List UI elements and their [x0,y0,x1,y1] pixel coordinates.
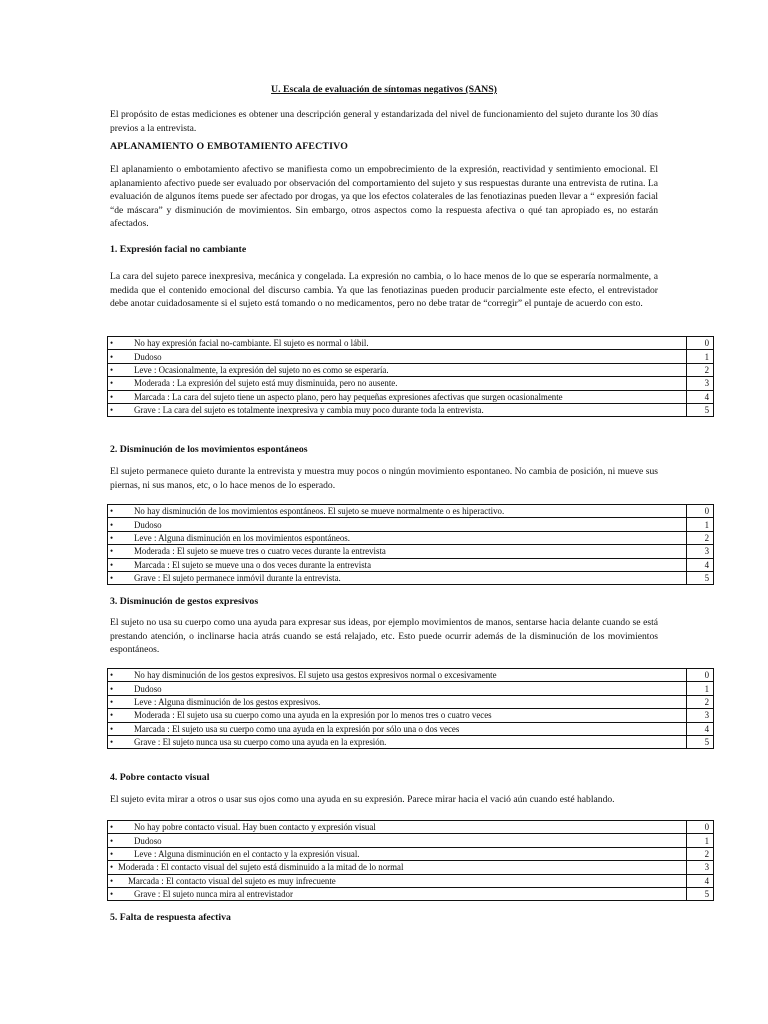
item-5-heading: 5. Falta de respuesta afectiva [110,912,231,923]
bullet: • [110,737,114,748]
bullet: • [110,696,114,707]
bullet: • [110,391,114,402]
item-3-heading: 3. Disminución de gestos expresivos [110,596,259,607]
row-text: Grave : El sujeto nunca usa su cuerpo como una ayuda en la expresión. [134,737,387,748]
item-3-description: El sujeto no usa su cuerpo como una ayuda para expresar sus ideas, por ejemplo movimientos de manos, sentarse hacia delante cuando se está prestando atención, o inclinarse hacia atrás cuando se está relajado, etc. Esto puede ocurrir además de la disminución de los movimientos espontáneos. [110,617,658,655]
bullet: • [110,405,114,416]
bullet: • [110,670,114,681]
row-score: 5 [687,735,714,748]
bullet: • [110,559,114,570]
table-row [108,847,714,860]
item-2-description: El sujeto permanece quieto durante la entrevista y muestra muy pocos o ningún movimiento espontaneo. No cambia de posición, ni mueve sus piernas, ni sus manos, etc, o lo hace menos de lo esperado. [110,466,658,491]
row-score: 3 [687,545,714,558]
row-score: 4 [687,558,714,571]
table-row [108,390,714,403]
intro-paragraph: El propósito de estas mediciones es obtener una descripción general y estandarizada del nivel de funcionamiento del sujeto durante los 30 días previos a la entrevista. [110,109,658,134]
bullet: • [110,532,114,543]
table-row [108,377,714,390]
row-score: 4 [687,722,714,735]
bullet: • [110,710,114,721]
row-text: No hay disminución de los movimientos espontáneos. El sujeto se mueve normalmente o es hiperactivo. [134,506,505,517]
row-text: Grave : El sujeto permanece inmóvil durante la entrevista. [134,573,341,584]
table-row [108,887,714,900]
row-score: 3 [687,709,714,722]
table-row [108,518,714,531]
table-row [108,531,714,544]
document-title: U. Escala de evaluación de síntomas negativos (SANS) [271,84,497,95]
bullet: • [110,546,114,557]
row-text: Leve : Alguna disminución de los gestos expresivos. [134,696,321,707]
item-1-heading: 1. Expresión facial no cambiante [110,244,247,255]
bullet: • [110,862,114,873]
section-intro-paragraph: El aplanamiento o embotamiento afectivo se manifiesta como un empobrecimiento de la expresión, reactividad y sentimiento emocional. El aplanamiento afectivo puede ser evaluado por observación del comportamiento del sujeto y sus respuestas durante una entrevista de rutina. La evaluación de algunos ítems puede ser afectado por drogas, ya que los efectos colaterales de las fenotiazinas pueden llevar a “ expresión facial “de máscara” y disminución de movimientos. Sin embargo, otros aspectos como la respuesta afectiva o qué tan apropiado es, no estarán afectados. [110,164,658,229]
item-1-description: La cara del sujeto parece inexpresiva, mecánica y congelada. La expresión no cambia, o lo hace menos de lo que se esperaría normalmente, a medida que el contenido emocional del discurso cambia. Ya que las fenotiazinas pueden producir parcialmente este efecto, el entrevistador debe anotar cuidadosamente si el sujeto está tomando o no medicamentos, pero no debe tratar de “corregir” el puntaje de acuerdo con esto. [110,271,658,309]
row-text: Dudoso [134,683,162,694]
table-row [108,363,714,376]
row-score: 2 [687,363,714,376]
table-row [108,709,714,722]
row-text: Marcada : La cara del sujeto tiene un aspecto plano, pero hay pequeñas expresiones afectivas que surgen ocasionalmente [134,391,563,402]
table-row [108,682,714,695]
item-4-scale-table [107,820,714,901]
row-text: No hay disminución de los gestos expresivos. El sujeto usa gestos expresivos normal o excesivamente [134,670,497,681]
row-text: No hay pobre contacto visual. Hay buen contacto y expresión visual [134,822,376,833]
row-text: Leve : Alguna disminución en el contacto y la expresión visual. [134,848,360,859]
table-row [108,834,714,847]
bullet: • [110,683,114,694]
row-score: 3 [687,377,714,390]
row-text: Leve : Alguna disminución en los movimientos espontáneos. [134,532,350,543]
table-row [108,821,714,834]
item-2-heading: 2. Disminución de los movimientos espontáneos [110,444,308,455]
row-score: 5 [687,571,714,584]
bullet: • [110,848,114,859]
item-4-description: El sujeto evita mirar a otros o usar sus ojos como una ayuda en su expresión. Parece mirar hacia el vació aún cuando esté hablando. [110,794,615,805]
table-row [108,874,714,887]
section-heading: APLANAMIENTO O EMBOTAMIENTO AFECTIVO [110,141,349,152]
table-row [108,695,714,708]
row-score: 0 [687,821,714,834]
row-score: 4 [687,874,714,887]
table-row [108,545,714,558]
row-text: Marcada : El contacto visual del sujeto es muy infrecuente [128,875,336,886]
row-score: 2 [687,695,714,708]
row-text: No hay expresión facial no-cambiante. El sujeto es normal o lábil. [134,338,369,349]
row-text: Moderada : El contacto visual del sujeto está disminuido a la mitad de lo normal [118,862,404,873]
table-row [108,861,714,874]
table-row [108,722,714,735]
item-2-scale-table [107,504,714,585]
item-4-heading: 4. Pobre contacto visual [110,772,210,783]
row-text: Moderada : La expresión del sujeto está muy disminuida, pero no ausente. [134,378,398,389]
row-text: Marcada : El sujeto se mueve una o dos veces durante la entrevista [134,559,372,570]
row-score: 5 [687,887,714,900]
table-row [108,505,714,518]
item-1-scale-table [107,336,714,417]
row-score: 4 [687,390,714,403]
row-score: 0 [687,337,714,350]
bullet: • [110,875,114,886]
row-score: 2 [687,847,714,860]
row-text: Leve : Ocasionalmente, la expresión del sujeto no es como se esperaría. [134,364,389,375]
row-text: Dudoso [134,835,162,846]
table-row [108,337,714,350]
bullet: • [110,723,114,734]
bullet: • [110,573,114,584]
bullet: • [110,338,114,349]
table-row [108,669,714,682]
row-score: 1 [687,518,714,531]
row-text: Moderada : El sujeto usa su cuerpo como una ayuda en la expresión por lo menos tres o cuatro veces [134,710,492,721]
row-text: Grave : La cara del sujeto es totalmente inexpresiva y cambia muy poco durante toda la entrevista. [134,405,484,416]
table-row [108,558,714,571]
bullet: • [110,364,114,375]
row-score: 0 [687,505,714,518]
row-score: 1 [687,682,714,695]
row-score: 5 [687,403,714,416]
row-score: 3 [687,861,714,874]
table-row [108,571,714,584]
bullet: • [110,519,114,530]
row-text: Moderada : El sujeto se mueve tres o cuatro veces durante la entrevista [134,546,386,557]
row-score: 1 [687,834,714,847]
row-text: Dudoso [134,351,162,362]
table-row [108,403,714,416]
table-row [108,735,714,748]
row-score: 2 [687,531,714,544]
bullet: • [110,378,114,389]
bullet: • [110,835,114,846]
item-3-scale-table [107,668,714,749]
row-text: Dudoso [134,519,162,530]
row-text: Marcada : El sujeto usa su cuerpo como una ayuda en la expresión por sólo una o dos veces [134,723,460,734]
bullet: • [110,351,114,362]
bullet: • [110,822,114,833]
bullet: • [110,889,114,900]
row-text: Grave : El sujeto nunca mira al entrevistador [134,889,293,900]
row-score: 0 [687,669,714,682]
table-row [108,350,714,363]
bullet: • [110,506,114,517]
row-score: 1 [687,350,714,363]
